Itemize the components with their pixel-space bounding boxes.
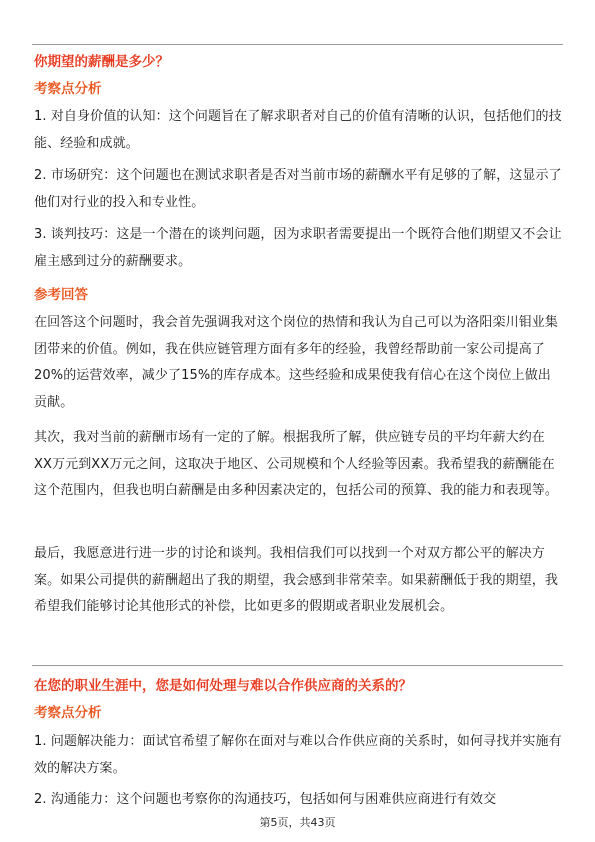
answer-heading: 参考回答 xyxy=(34,287,88,303)
top-divider xyxy=(32,44,563,45)
analysis-point: 3. 谈判技巧：这是一个潜在的谈判问题，因为求职者需要提出一个既符合他们期望又不会让雇主感到过分的薪酬要求。 xyxy=(34,227,562,269)
question-title: 在您的职业生涯中，您是如何处理与难以合作供应商的关系的？ xyxy=(34,678,412,694)
question-title: 你期望的薪酬是多少？ xyxy=(34,54,169,70)
analysis-point: 1. 问题解决能力：面试官希望了解你在面对与难以合作供应商的关系时，如何寻找并实施有效的解决方案。 xyxy=(34,734,562,776)
answer-paragraph: 其次，我对当前的薪酬市场有一定的了解。根据我所了解，供应链专员的平均年薪大约在XX万元到XX万元之间，这取决于地区、公司规模和个人经验等因素。我希望我的薪酬能在这个范围内，但我也明白薪酬是由多种因素决定的，包括公司的预算、我的能力和表现等。 xyxy=(34,430,559,498)
answer-paragraph: 最后，我愿意进行进一步的讨论和谈判。我相信我们可以找到一个对双方都公平的解决方案。如果公司提供的薪酬超出了我的期望，我会感到非常荣幸。如果薪酬低于我的期望，我希望我们能够讨论其他形式的补偿，比如更多的假期或者职业发展机会。 xyxy=(34,546,559,614)
analysis-point: 2. 市场研究：这个问题也在测试求职者是否对当前市场的薪酬水平有足够的了解，这显示了他们对行业的投入和专业性。 xyxy=(34,168,562,210)
analysis-point: 1. 对自身价值的认知：这个问题旨在了解求职者对自己的价值有清晰的认识，包括他们的技能、经验和成就。 xyxy=(34,109,562,151)
section-divider xyxy=(32,665,563,666)
analysis-heading: 考察点分析 xyxy=(34,81,102,97)
analysis-point: 2. 沟通能力：这个问题也考察你的沟通技巧，包括如何与困难供应商进行有效交 xyxy=(34,792,497,807)
page-number: 第5页，共43页 xyxy=(259,816,336,829)
answer-paragraph: 在回答这个问题时，我会首先强调我对这个岗位的热情和我认为自己可以为洛阳栾川钼业集团带来的价值。例如，我在供应链管理方面有多年的经验，我曾经帮助前一家公司提高了20%的运营效率，减少了15%的库存成本。这些经验和成果使我有信心在这个岗位上做出贡献。 xyxy=(34,315,559,410)
analysis-heading: 考察点分析 xyxy=(34,705,102,721)
